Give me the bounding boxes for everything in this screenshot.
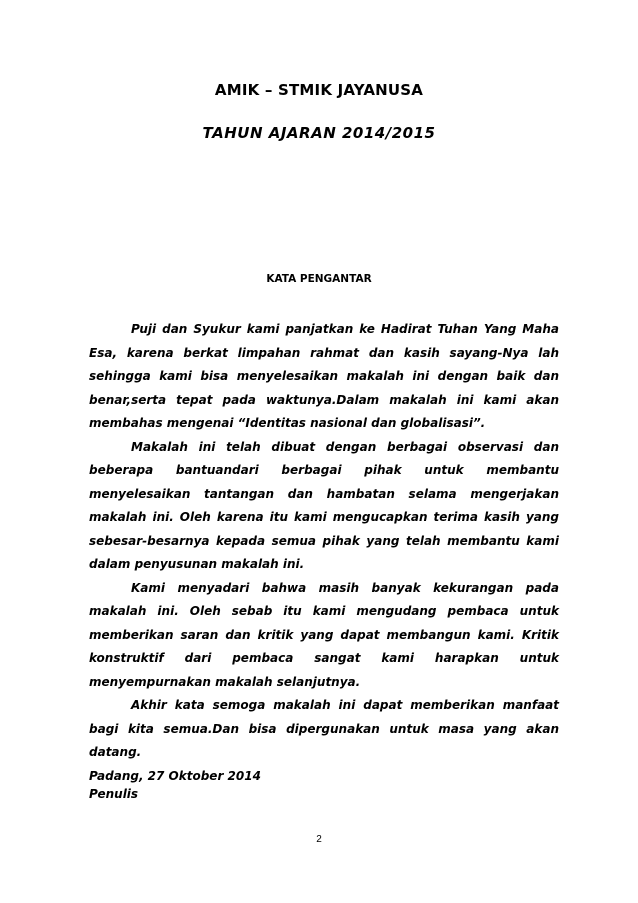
- page-number: 2: [316, 834, 322, 845]
- author-signature: Penulis: [89, 787, 139, 801]
- paragraph-3: Kami menyadari bahwa masih banyak kekurangan pada makalah ini. Oleh sebab itu kami mengudang pembaca untuk memberikan saran dan kritik yang dapat membangun kami. Kritik konstruktif dari pembaca sangat kami harapkan untuk menyempurnakan makalah selanjutnya.: [89, 580, 559, 689]
- section-heading: KATA PENGANTAR: [266, 273, 372, 285]
- academic-year: TAHUN AJARAN 2014/2015: [202, 124, 436, 142]
- paragraph-1: Puji dan Syukur kami panjatkan ke Hadirat Tuhan Yang Maha Esa, karena berkat limpahan rahmat dan kasih sayang-Nya lah sehingga kami bisa menyelesaikan makalah ini dengan baik dan benar,serta tepat pada waktunya.Dalam makalah ini kami akan membahas mengenai “Identitas nasional dan globalisasi”.: [89, 322, 559, 430]
- paragraph-2: Makalah ini telah dibuat dengan berbagai observasi dan beberapa bantuandari berbagai pihak untuk membantu menyelesaikan tantangan dan hambatan selama mengerjakan makalah ini. Oleh karena itu kami mengucapkan terima kasih yang sebesar-besarnya kepada semua pihak yang telah membantu kami dalam penyusunan makalah ini.: [89, 439, 559, 571]
- date-line: Padang, 27 Oktober 2014: [89, 768, 261, 783]
- institution-title: AMIK – STMIK JAYANUSA: [214, 81, 424, 99]
- body-text: [89, 318, 559, 788]
- paragraph-4: Akhir kata semoga makalah ini dapat memberikan manfaat bagi kita semua.Dan bisa dipergunakan untuk masa yang akan datang.: [89, 698, 559, 759]
